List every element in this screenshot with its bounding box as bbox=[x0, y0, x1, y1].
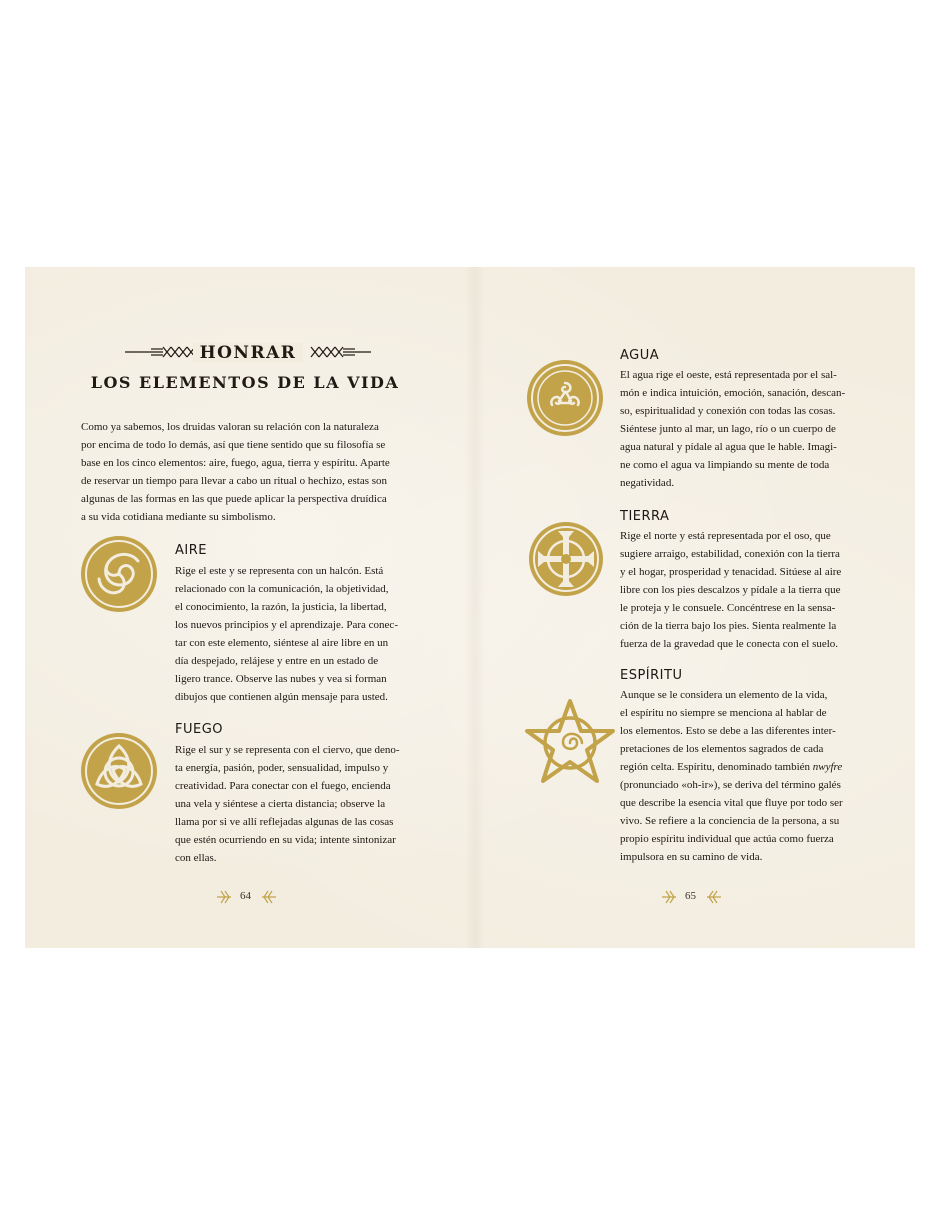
tierra-text bbox=[620, 527, 880, 653]
fuego-symbol bbox=[80, 732, 158, 810]
intro-line: por encima de todo lo demás, así que tiene sentido que su filosofía se bbox=[81, 439, 386, 451]
espiritu-text bbox=[620, 686, 890, 866]
fuego-line: que estén ocurriendo en su vida; intente sintonizar bbox=[175, 834, 396, 846]
spiral-knot-icon bbox=[526, 359, 604, 437]
espiritu-line bbox=[620, 758, 890, 776]
celtic-cross-icon bbox=[528, 521, 604, 597]
page-ornament-left-icon bbox=[215, 887, 233, 907]
pentagram-spiral-icon bbox=[525, 697, 615, 785]
espiritu-line-text: región celta. Espíritu, denominado también bbox=[620, 761, 813, 773]
page-ornament-right-icon bbox=[705, 887, 723, 907]
title-line-1: HONRAR bbox=[193, 343, 303, 363]
fuego-line: llama por si ve allí reflejadas algunas de las cosas bbox=[175, 816, 394, 828]
tierra-line: Rige el norte y está representada por el oso, que bbox=[620, 530, 831, 542]
agua-symbol bbox=[526, 359, 604, 437]
page-number-text: 65 bbox=[685, 890, 696, 902]
page-ornament-left-icon bbox=[660, 887, 678, 907]
tierra-line: sugiere arraigo, estabilidad, conexión con la tierra bbox=[620, 548, 840, 560]
fuego-line: creatividad. Para conectar con el fuego, encienda bbox=[175, 780, 391, 792]
aire-line: el conocimiento, la razón, la justicia, la libertad, bbox=[175, 601, 387, 613]
fuego-line: ta energía, pasión, poder, sensualidad, impulso y bbox=[175, 762, 389, 774]
agua-line: agua natural y pídale al agua que le hable. Imagi- bbox=[620, 441, 837, 453]
intro-line: de reservar un tiempo para llevar a cabo un ritual o hechizo, estas son bbox=[81, 475, 388, 487]
intro-paragraph bbox=[81, 418, 421, 526]
espiritu-line: (pronunciado «oh-ir»), se deriva del término galés bbox=[620, 779, 841, 791]
page-number-64 bbox=[215, 887, 280, 907]
page-number-text: 64 bbox=[240, 890, 251, 902]
intro-line: algunas de las formas en las que puede aplicar la perspectiva druídica bbox=[81, 493, 387, 505]
agua-line: ne como el agua va limpiando su mente de toda bbox=[620, 459, 830, 471]
aire-line: Rige el este y se representa con un halcón. Está bbox=[175, 565, 384, 577]
page-ornament-right-icon bbox=[260, 887, 278, 907]
tierra-line: le proteja y le consuele. Concéntrese en la sensa- bbox=[620, 602, 836, 614]
agua-line: negatividad. bbox=[620, 477, 675, 489]
aire-line: ligero trance. Observe las nubes y vea si forman bbox=[175, 673, 387, 685]
intro-line: base en los cinco elementos: aire, fuego, agua, tierra y espíritu. Aparte bbox=[81, 457, 390, 469]
agua-heading: AGUA bbox=[620, 348, 660, 363]
tierra-line: fuerza de la gravedad que le conecta con el suelo. bbox=[620, 638, 839, 650]
espiritu-line: impulsora en su camino de vida. bbox=[620, 851, 763, 863]
intro-line: Como ya sabemos, los druidas valoran su relación con la naturaleza bbox=[81, 421, 379, 433]
espiritu-line: propio espíritu individual que actúa como fuerza bbox=[620, 833, 834, 845]
aire-text bbox=[175, 562, 425, 706]
title-line-2: LOS ELEMENTOS DE LA VIDA bbox=[90, 373, 400, 392]
book-spread bbox=[25, 267, 915, 948]
aire-symbol bbox=[80, 535, 158, 613]
triple-spiral-icon bbox=[80, 535, 158, 613]
fuego-line: una vela y siéntese a cierta distancia; observe la bbox=[175, 798, 386, 810]
espiritu-line: que describe la esencia vital que fluye por todo ser bbox=[620, 797, 843, 809]
book-gutter bbox=[465, 267, 485, 948]
triquetra-icon bbox=[80, 732, 158, 810]
tierra-symbol bbox=[528, 521, 604, 597]
espiritu-line: pretaciones de los elementos sagrados de cada bbox=[620, 743, 824, 755]
tierra-heading: TIERRA bbox=[620, 509, 670, 524]
agua-line: El agua rige el oeste, está representada por el sal- bbox=[620, 369, 837, 381]
aire-line: tar con este elemento, siéntese al aire libre en un bbox=[175, 637, 389, 649]
aire-line: día despejado, relájese y entre en un estado de bbox=[175, 655, 379, 667]
aire-line: relacionado con la comunicación, la objetividad, bbox=[175, 583, 389, 595]
espiritu-line: los elementos. Esto se debe a las diferentes inter- bbox=[620, 725, 836, 737]
aire-heading: AIRE bbox=[175, 543, 207, 558]
fuego-heading: FUEGO bbox=[175, 722, 224, 737]
espiritu-line: el espíritu no siempre se menciona al hablar de bbox=[620, 707, 827, 719]
nwyfre-term: nwyfre bbox=[812, 761, 843, 773]
espiritu-heading: ESPÍRITU bbox=[620, 668, 683, 683]
tierra-line: y el hogar, prosperidad y tenacidad. Sitúese al aire bbox=[620, 566, 842, 578]
agua-line: Siéntese junto al mar, un lago, río o un cuerpo de bbox=[620, 423, 836, 435]
tierra-line: ción de la tierra bajo los pies. Sienta realmente la bbox=[620, 620, 837, 632]
espiritu-symbol bbox=[525, 697, 615, 785]
fuego-line: con ellas. bbox=[175, 852, 217, 864]
espiritu-line: Aunque se le considera un elemento de la vida, bbox=[620, 689, 828, 701]
agua-line: món e indica intuición, emoción, sanación, descan- bbox=[620, 387, 846, 399]
tierra-line: libre con los pies descalzos y pídale a la tierra que bbox=[620, 584, 841, 596]
agua-line: so, espiritualidad y conexión con todas las cosas. bbox=[620, 405, 836, 417]
page-number-65 bbox=[660, 887, 725, 907]
fuego-line: Rige el sur y se representa con el ciervo, que deno- bbox=[175, 744, 400, 756]
espiritu-line: vivo. Se refiere a la conciencia de la persona, a su bbox=[620, 815, 840, 827]
intro-line: a su vida cotidiana mediante su simbolismo. bbox=[81, 511, 276, 523]
agua-text bbox=[620, 366, 880, 492]
aire-line: dibujos que contienen algún mensaje para usted. bbox=[175, 691, 388, 703]
aire-line: los nuevos principios y el aprendizaje. Para conec- bbox=[175, 619, 398, 631]
fuego-text bbox=[175, 741, 435, 867]
